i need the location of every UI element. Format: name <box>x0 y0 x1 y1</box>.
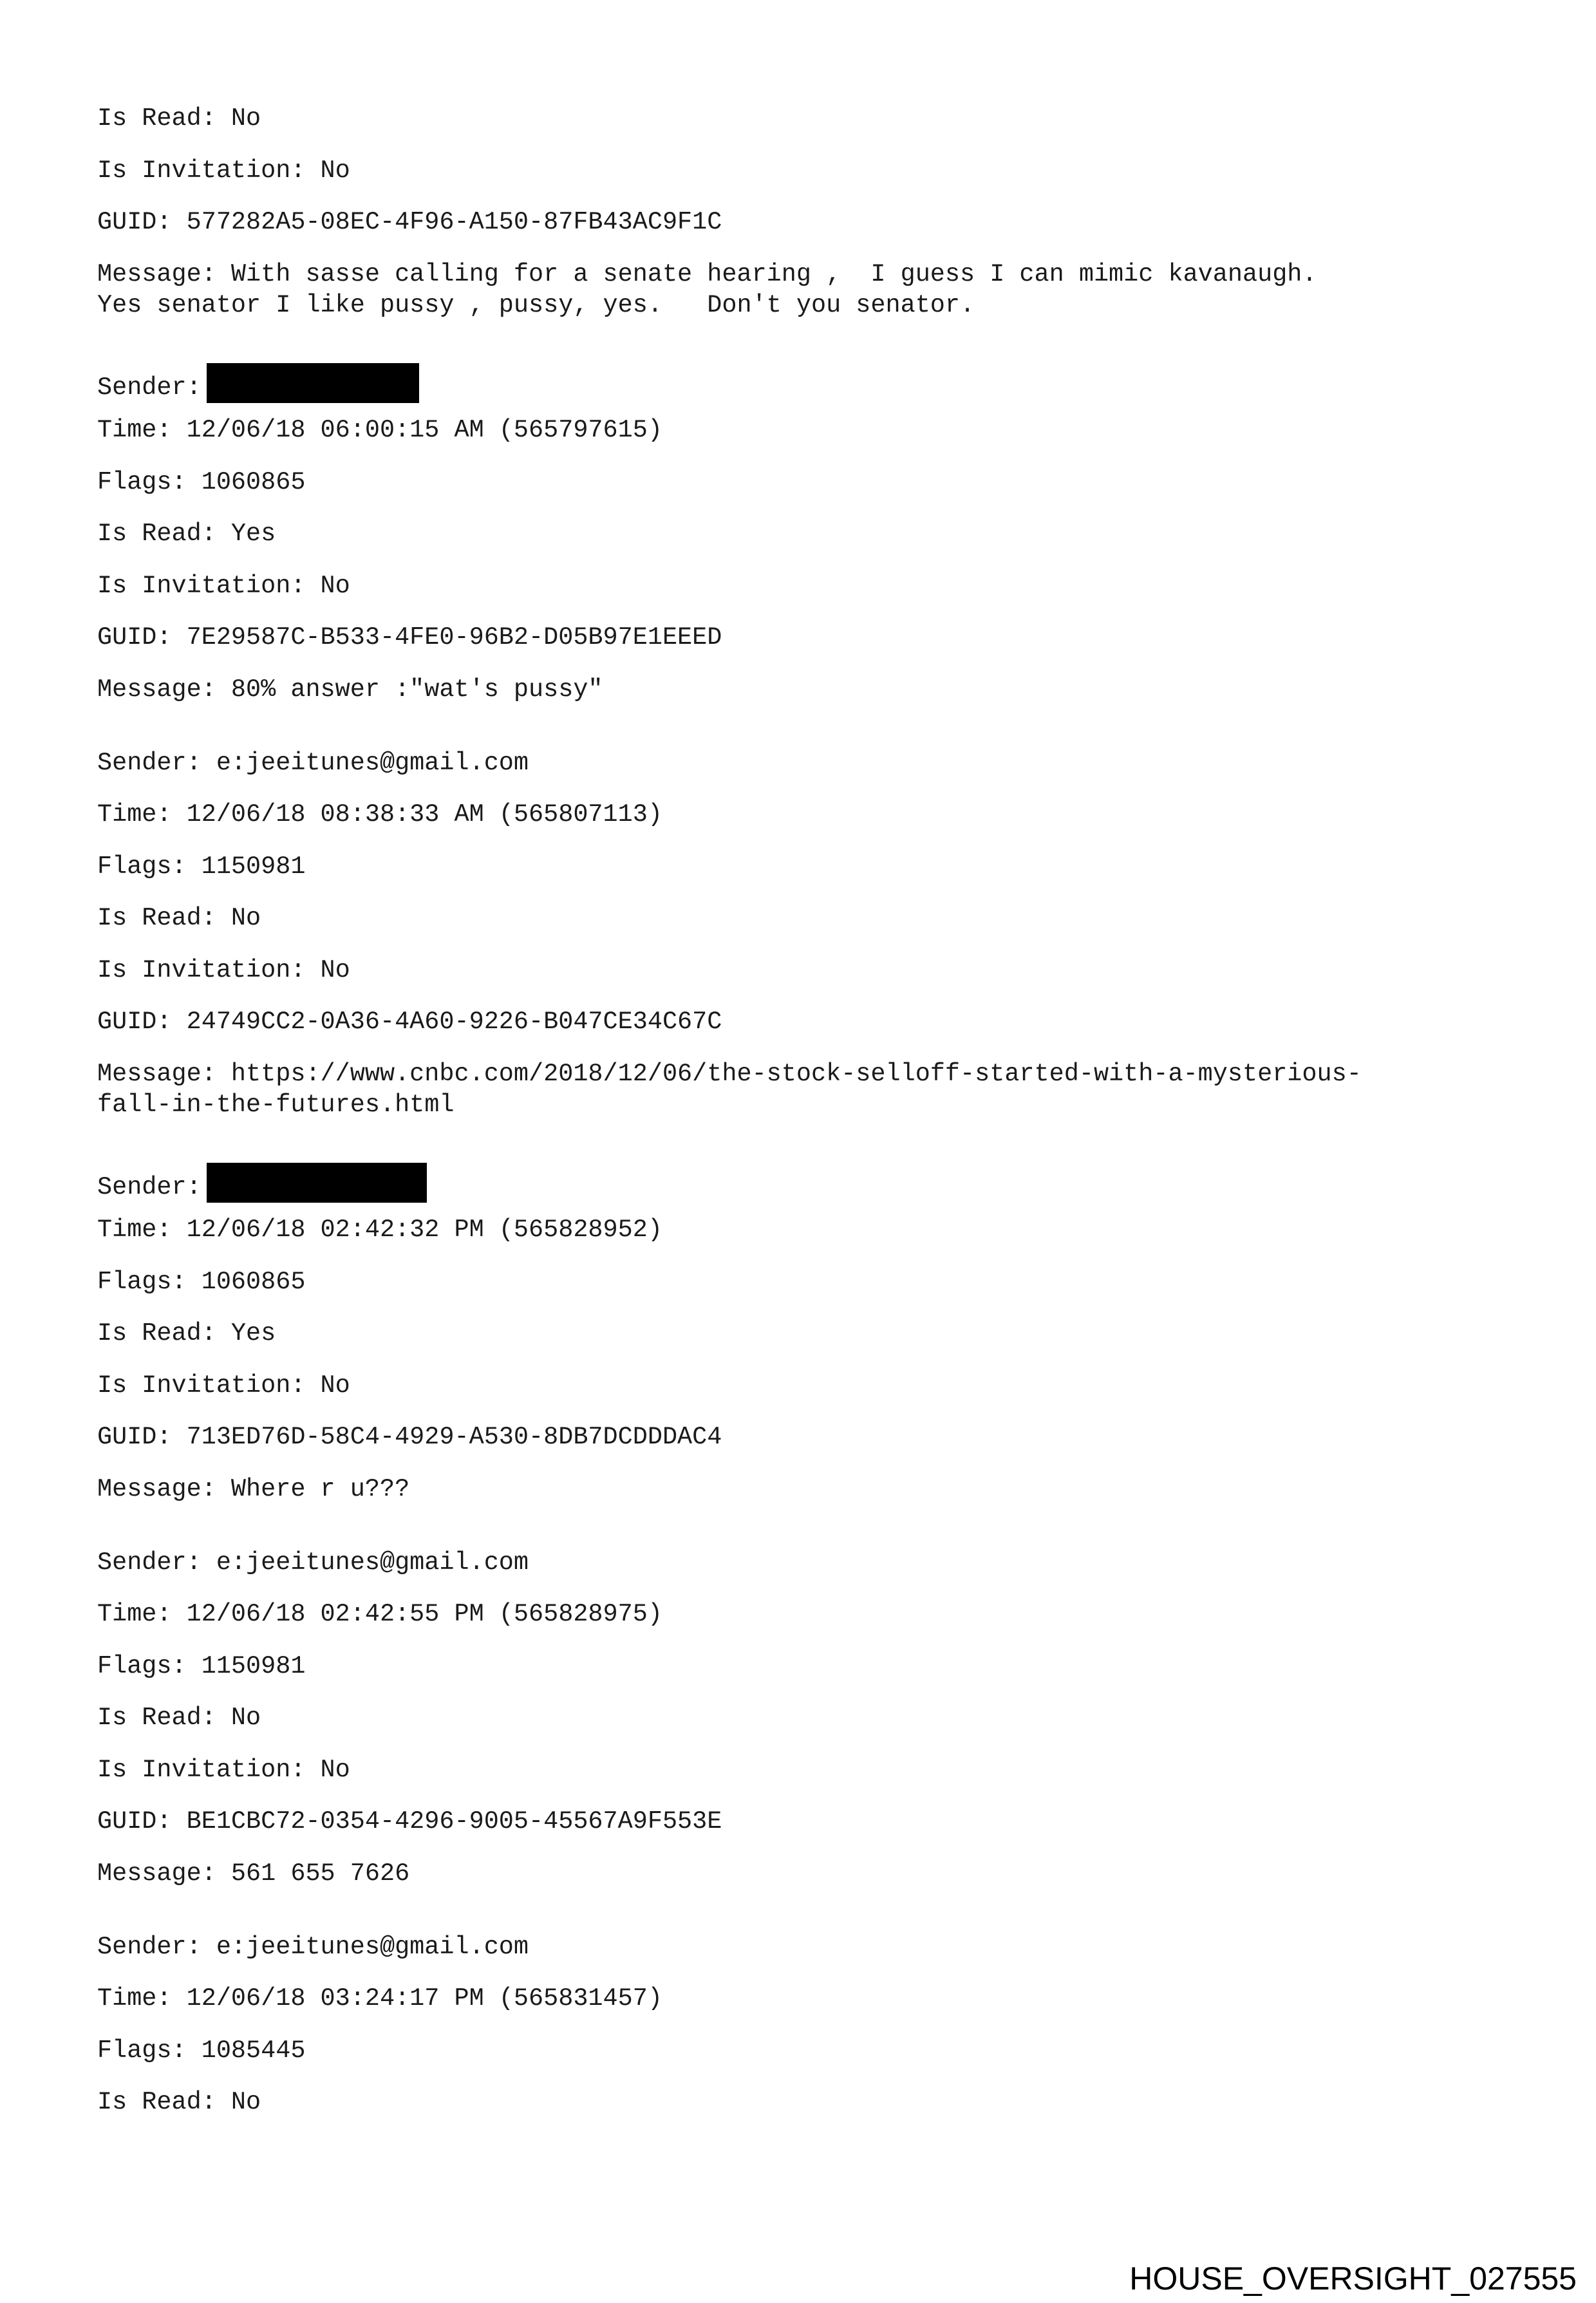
message-record <box>97 363 1501 705</box>
time-field: Time: 12/06/18 02:42:55 PM (565828975) <box>97 1600 662 1628</box>
flags-field: Flags: 1085445 <box>97 2036 306 2065</box>
is-read-field: Is Read: Yes <box>97 520 276 548</box>
message-field: Message: 561 655 7626 <box>97 1859 410 1888</box>
time-field: Time: 12/06/18 02:42:32 PM (565828952) <box>97 1216 662 1244</box>
guid-field: GUID: 24749CC2-0A36-4A60-9226-B047CE34C67C <box>97 1008 722 1036</box>
message-field: Message: 80% answer :"wat's pussy" <box>97 675 603 704</box>
message-field: Message: Where r u??? <box>97 1474 410 1503</box>
sender-field: Sender: e:jeeitunes@gmail.com <box>97 1932 529 1961</box>
is-read-field: Is Read: No <box>97 904 261 932</box>
is-read-field: Is Read: Yes <box>97 1319 276 1348</box>
sender-field <box>97 363 1501 402</box>
sender-label: Sender: <box>97 1172 202 1201</box>
is-read-field: Is Read: No <box>97 104 261 133</box>
time-field: Time: 12/06/18 08:38:33 AM (565807113) <box>97 800 662 829</box>
message-record <box>97 1547 1501 1889</box>
sender-field <box>97 1163 1501 1201</box>
time-field: Time: 12/06/18 06:00:15 AM (565797615) <box>97 416 662 444</box>
message-record <box>97 103 1501 321</box>
redaction-box <box>207 363 419 403</box>
document-body <box>97 103 1501 2139</box>
sender-field: Sender: e:jeeitunes@gmail.com <box>97 1548 529 1577</box>
is-invitation-field: Is Invitation: No <box>97 955 350 984</box>
redaction-box <box>207 1163 427 1203</box>
guid-field: GUID: 577282A5-08EC-4F96-A150-87FB43AC9F1C <box>97 208 722 236</box>
flags-field: Flags: 1150981 <box>97 1651 306 1680</box>
sender-label: Sender: <box>97 373 202 402</box>
message-record <box>97 1163 1501 1505</box>
message-record <box>97 1932 1501 2118</box>
message-record <box>97 747 1501 1120</box>
is-invitation-field: Is Invitation: No <box>97 1371 350 1400</box>
message-field: Message: https://www.cnbc.com/2018/12/06/the-stock-selloff-started-with-a-mysterious- fall-in-the-futures.html <box>97 1059 1362 1119</box>
flags-field: Flags: 1060865 <box>97 467 306 496</box>
time-field: Time: 12/06/18 03:24:17 PM (565831457) <box>97 1984 662 2013</box>
is-invitation-field: Is Invitation: No <box>97 1755 350 1784</box>
sender-field: Sender: e:jeeitunes@gmail.com <box>97 748 529 777</box>
guid-field: GUID: BE1CBC72-0354-4296-9005-45567A9F553E <box>97 1807 722 1836</box>
guid-field: GUID: 713ED76D-58C4-4929-A530-8DB7DCDDDAC4 <box>97 1423 722 1451</box>
flags-field: Flags: 1060865 <box>97 1267 306 1296</box>
message-field: Message: With sasse calling for a senate hearing , I guess I can mimic kavanaugh. Yes senator I like pussy , pussy, yes. Don't you senator. <box>97 259 1317 319</box>
is-read-field: Is Read: No <box>97 2088 261 2116</box>
guid-field: GUID: 7E29587C-B533-4FE0-96B2-D05B97E1EEED <box>97 623 722 652</box>
bates-number: HOUSE_OVERSIGHT_027555 <box>1129 2261 1577 2297</box>
is-read-field: Is Read: No <box>97 1704 261 1732</box>
is-invitation-field: Is Invitation: No <box>97 156 350 185</box>
flags-field: Flags: 1150981 <box>97 852 306 881</box>
is-invitation-field: Is Invitation: No <box>97 571 350 600</box>
